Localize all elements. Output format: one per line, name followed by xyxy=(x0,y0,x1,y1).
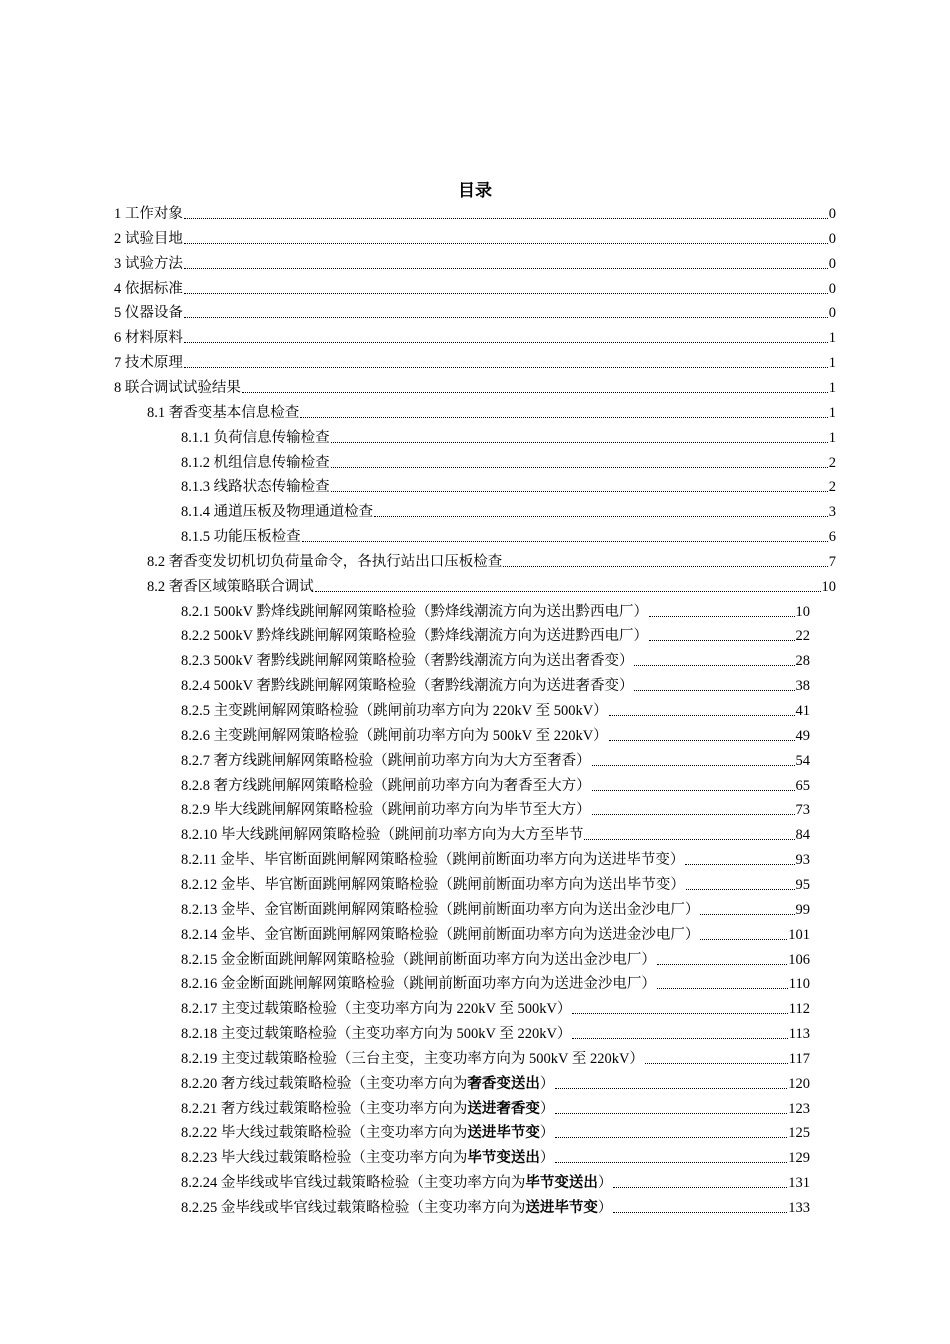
toc-page-number: 106 xyxy=(788,952,810,968)
dot-leader xyxy=(184,243,828,244)
toc-entry[interactable] xyxy=(181,847,810,869)
toc-entry[interactable] xyxy=(181,648,810,670)
toc-entry-text: 8.1.1 负荷信息传输检查 xyxy=(181,430,330,446)
toc-entry-text: 5 仪器设备 xyxy=(114,305,183,321)
dot-leader xyxy=(555,1088,787,1089)
toc-entry-text: 8.2.2 500kV 黔烽线跳闸解网策略检验（黔烽线潮流方向为送进黔西电厂） xyxy=(181,628,648,644)
dot-leader xyxy=(592,765,795,766)
toc-page-number: 84 xyxy=(795,827,810,843)
toc-entry[interactable] xyxy=(181,773,810,795)
toc-entry[interactable] xyxy=(114,300,836,322)
toc-entry[interactable] xyxy=(181,673,810,695)
dot-leader xyxy=(609,740,795,741)
toc-entry-label xyxy=(181,652,633,670)
toc-page-number: 1 xyxy=(828,405,836,421)
dot-leader xyxy=(634,690,794,691)
dot-leader xyxy=(555,1137,787,1138)
toc-entry-label xyxy=(114,329,183,347)
dot-leader xyxy=(613,1187,787,1188)
toc-page-number: 7 xyxy=(828,554,836,570)
toc-page-number: 41 xyxy=(795,703,810,719)
toc-entry[interactable] xyxy=(181,1170,810,1192)
toc-page-number: 99 xyxy=(795,902,810,918)
toc-page-number: 0 xyxy=(828,256,836,272)
toc-entry-text: 8.2.22 毕大线过载策略检验（主变功率方向为 xyxy=(181,1125,468,1141)
toc-entry-text: 8.2.7 奢方线跳闸解网策略检验（跳闸前功率方向为大方至奢香） xyxy=(181,753,591,769)
toc-page-number: 2 xyxy=(828,455,836,471)
toc-entry-text: 4 依据标准 xyxy=(114,281,183,297)
toc-entry-label xyxy=(181,876,685,894)
toc-page-number: 1 xyxy=(828,380,836,396)
dot-leader xyxy=(649,616,795,617)
toc-entry-label xyxy=(181,429,330,447)
toc-entry-text: 6 材料原料 xyxy=(114,330,183,346)
toc-entry[interactable] xyxy=(114,325,836,347)
toc-page-number: 129 xyxy=(788,1150,810,1166)
dot-leader xyxy=(331,491,828,492)
toc-entry-text: 7 技术原理 xyxy=(114,355,183,371)
toc-entry-text: 3 试验方法 xyxy=(114,256,183,272)
toc-page-number: 110 xyxy=(788,976,810,992)
dot-leader xyxy=(685,864,794,865)
dot-leader xyxy=(555,1113,787,1114)
toc-entry-text: 8.2.8 奢方线跳闸解网策略检验（跳闸前功率方向为奢香至大方） xyxy=(181,778,591,794)
toc-page-number: 113 xyxy=(788,1026,810,1042)
toc-entry-label xyxy=(181,702,608,720)
toc-entry-label xyxy=(181,752,591,770)
dot-leader xyxy=(331,442,828,443)
toc-page-number: 123 xyxy=(788,1101,810,1117)
toc-entry-text: 8.2.20 奢方线过载策略检验（主变功率方向为 xyxy=(181,1076,468,1092)
toc-entry-label xyxy=(114,304,183,322)
toc-entry[interactable] xyxy=(114,226,836,248)
dot-leader xyxy=(686,889,795,890)
toc-page-number: 38 xyxy=(795,678,810,694)
toc-entry-label xyxy=(181,677,633,695)
toc-entry[interactable] xyxy=(181,1120,810,1142)
toc-entry-label xyxy=(181,1025,571,1043)
toc-entry[interactable] xyxy=(114,276,836,298)
toc-entry-emphasis: 送进奢香变 xyxy=(467,1101,540,1117)
toc-entry[interactable] xyxy=(181,623,810,645)
toc-page-number: 0 xyxy=(828,281,836,297)
toc-entry-label xyxy=(147,553,502,571)
toc-entry-label xyxy=(181,1000,571,1018)
toc-entry-label xyxy=(181,926,699,944)
toc-page-number: 28 xyxy=(795,653,810,669)
toc-entry[interactable] xyxy=(181,698,810,720)
toc-entry[interactable] xyxy=(181,1096,810,1118)
toc-entry-text: 8.2.25 金毕线或毕官线过载策略检验（主变功率方向为 xyxy=(181,1200,526,1216)
toc-entry-text: 8.2.17 主变过载策略检验（主变功率方向为 220kV 至 500kV） xyxy=(181,1001,572,1017)
toc-entry-text: 8.2 奢香变发切机切负荷量命令，各执行站出口压板检查 xyxy=(147,554,503,570)
toc-entry[interactable] xyxy=(181,524,836,546)
dot-leader xyxy=(374,516,828,517)
toc-entry[interactable] xyxy=(181,947,810,969)
toc-entry-label xyxy=(114,379,241,397)
dot-leader xyxy=(592,790,795,791)
dot-leader xyxy=(645,1063,788,1064)
toc-page-number: 10 xyxy=(821,579,836,595)
toc-entry-text: 8.2.19 主变过载策略检验（三台主变，主变功率方向为 500kV 至 220kV） xyxy=(181,1051,644,1067)
toc-page-number: 0 xyxy=(828,206,836,222)
toc-entry[interactable] xyxy=(181,996,810,1018)
toc-entry-label xyxy=(181,851,684,869)
toc-entry-label xyxy=(147,404,299,422)
dot-leader xyxy=(331,467,828,468)
toc-entry-label xyxy=(114,280,183,298)
dot-leader xyxy=(657,964,787,965)
toc-entry-label xyxy=(114,205,183,223)
toc-entry-text: 8.2.3 500kV 奢黔线跳闸解网策略检验（奢黔线潮流方向为送出奢香变） xyxy=(181,653,634,669)
toc-entry-label xyxy=(114,230,183,248)
toc-entry-label xyxy=(181,528,301,546)
toc-entry-label xyxy=(181,901,699,919)
toc-entry-label xyxy=(181,627,648,645)
toc-entry-text: 8.2.11 金毕、毕官断面跳闸解网策略检验（跳闸前断面功率方向为送进毕节变） xyxy=(181,852,685,868)
toc-entry-tail: ） xyxy=(539,1076,555,1092)
toc-entry[interactable] xyxy=(181,748,810,770)
toc-page-number: 0 xyxy=(828,231,836,247)
toc-entry[interactable] xyxy=(181,822,810,844)
dot-leader xyxy=(184,367,828,368)
toc-entry[interactable] xyxy=(114,201,836,223)
toc-entry[interactable] xyxy=(181,723,810,745)
dot-leader xyxy=(572,1038,787,1039)
toc-entry-text: 8 联合调试试验结果 xyxy=(114,380,241,396)
toc-entry[interactable] xyxy=(114,350,836,372)
toc-entry-text: 8.2.12 金毕、毕官断面跳闸解网策略检验（跳闸前断面功率方向为送出毕节变） xyxy=(181,877,685,893)
toc-page-number: 131 xyxy=(788,1175,810,1191)
dot-leader xyxy=(613,1212,787,1213)
toc-entry-label xyxy=(181,1100,554,1118)
toc-entry-label xyxy=(181,1199,612,1217)
toc-entry[interactable] xyxy=(181,897,810,919)
toc-page-number: 125 xyxy=(788,1125,810,1141)
toc-entry-text: 8.1 奢香变基本信息检查 xyxy=(147,405,300,421)
toc-entry-label xyxy=(114,354,183,372)
toc-entry-label xyxy=(181,503,373,521)
toc-entry[interactable] xyxy=(181,1021,810,1043)
toc-entry-label xyxy=(181,1174,612,1192)
toc-entry-emphasis: 送进毕节变 xyxy=(525,1200,598,1216)
toc-page-number: 93 xyxy=(795,852,810,868)
toc-entry[interactable] xyxy=(181,1071,810,1093)
toc-entry[interactable] xyxy=(181,922,810,944)
toc-page-number: 73 xyxy=(795,802,810,818)
toc-entry-label xyxy=(181,801,591,819)
dot-leader xyxy=(184,268,828,269)
toc-entry-emphasis: 毕节变送出 xyxy=(467,1150,540,1166)
toc-entry-tail: ） xyxy=(539,1125,555,1141)
toc-entry-text: 8.2.14 金毕、金官断面跳闸解网策略检验（跳闸前断面功率方向为送进金沙电厂） xyxy=(181,927,700,943)
toc-entry[interactable] xyxy=(181,1046,810,1068)
toc-entry[interactable] xyxy=(181,1145,810,1167)
dot-leader xyxy=(572,1013,787,1014)
toc-entry[interactable] xyxy=(181,1195,810,1217)
toc-entry-tail: ） xyxy=(539,1101,555,1117)
toc-page-number: 6 xyxy=(828,529,836,545)
toc-page-number: 54 xyxy=(795,753,810,769)
toc-title: 目录 xyxy=(458,181,492,200)
toc-entry-label xyxy=(114,255,183,273)
dot-leader xyxy=(302,541,828,542)
dot-leader xyxy=(555,1162,787,1163)
toc-entry-label xyxy=(181,826,583,844)
toc-entry-text: 8.2.15 金金断面跳闸解网策略检验（跳闸前断面功率方向为送出金沙电厂） xyxy=(181,952,656,968)
toc-entry-label xyxy=(181,454,330,472)
toc-entry-label xyxy=(181,727,608,745)
toc-entry[interactable] xyxy=(181,425,836,447)
dot-leader xyxy=(584,839,794,840)
toc-entry-tail: ） xyxy=(539,1150,555,1166)
toc-page-number: 49 xyxy=(795,728,810,744)
toc-entry[interactable] xyxy=(181,797,810,819)
toc-entry-label xyxy=(181,1050,644,1068)
dot-leader xyxy=(700,939,787,940)
toc-entry[interactable] xyxy=(181,499,836,521)
toc-page-number: 95 xyxy=(795,877,810,893)
dot-leader xyxy=(592,814,795,815)
toc-entry[interactable] xyxy=(147,400,836,422)
dot-leader xyxy=(242,392,828,393)
toc-entry-text: 8.1.3 线路状态传输检查 xyxy=(181,479,330,495)
toc-page-number: 112 xyxy=(788,1001,810,1017)
toc-entry-text: 8.2.21 奢方线过载策略检验（主变功率方向为 xyxy=(181,1101,468,1117)
toc-entry-emphasis: 奢香变送出 xyxy=(467,1076,540,1092)
dot-leader xyxy=(184,317,828,318)
toc-entry[interactable] xyxy=(114,375,836,397)
dot-leader xyxy=(503,566,828,567)
dot-leader xyxy=(700,914,794,915)
toc-entry-text: 8.1.2 机组信息传输检查 xyxy=(181,455,330,471)
dot-leader xyxy=(184,342,828,343)
toc-entry-text: 8.2.6 主变跳闸解网策略检验（跳闸前功率方向为 500kV 至 220kV） xyxy=(181,728,608,744)
toc-page-number: 65 xyxy=(795,778,810,794)
toc-page-number: 2 xyxy=(828,479,836,495)
toc-entry-label xyxy=(181,777,591,795)
toc-entry-tail: ） xyxy=(597,1200,613,1216)
toc-entry-tail: ） xyxy=(597,1175,613,1191)
dot-leader xyxy=(315,591,821,592)
dot-leader xyxy=(300,417,828,418)
toc-page-number: 101 xyxy=(788,927,810,943)
toc-page-number: 22 xyxy=(795,628,810,644)
dot-leader xyxy=(184,293,828,294)
toc-page-number: 0 xyxy=(828,305,836,321)
toc-entry[interactable] xyxy=(181,872,810,894)
toc-entry-text: 8.2.23 毕大线过载策略检验（主变功率方向为 xyxy=(181,1150,468,1166)
toc-entry[interactable] xyxy=(147,574,836,596)
toc-entry-text: 8.2.18 主变过载策略检验（主变功率方向为 500kV 至 220kV） xyxy=(181,1026,572,1042)
toc-entry-text: 8.2.13 金毕、金官断面跳闸解网策略检验（跳闸前断面功率方向为送出金沙电厂） xyxy=(181,902,700,918)
toc-entry-text: 8.2.9 毕大线跳闸解网策略检验（跳闸前功率方向为毕节至大方） xyxy=(181,802,591,818)
toc-entry-text: 8.2 奢香区域策略联合调试 xyxy=(147,579,314,595)
dot-leader xyxy=(657,988,788,989)
toc-page-number: 117 xyxy=(788,1051,810,1067)
toc-entry-label xyxy=(181,478,330,496)
toc-entry-emphasis: 毕节变送出 xyxy=(525,1175,598,1191)
toc-entry-text: 8.2.5 主变跳闸解网策略检验（跳闸前功率方向为 220kV 至 500kV） xyxy=(181,703,608,719)
toc-entry[interactable] xyxy=(114,251,836,273)
toc-page-number: 133 xyxy=(788,1200,810,1216)
toc-page-number: 3 xyxy=(828,504,836,520)
dot-leader xyxy=(609,715,795,716)
toc-entry-emphasis: 送进毕节变 xyxy=(467,1125,540,1141)
toc-entry[interactable] xyxy=(181,474,836,496)
dot-leader xyxy=(649,640,795,641)
toc-entry-label xyxy=(147,578,314,596)
toc-entry-text: 8.1.5 功能压板检查 xyxy=(181,529,301,545)
toc-page-number: 1 xyxy=(828,430,836,446)
toc-entry[interactable] xyxy=(181,971,810,993)
toc-entry-label xyxy=(181,951,656,969)
toc-entry-text: 1 工作对象 xyxy=(114,206,183,222)
toc-page-number: 1 xyxy=(828,330,836,346)
toc-entry-text: 8.2.16 金金断面跳闸解网策略检验（跳闸前断面功率方向为送进金沙电厂） xyxy=(181,976,656,992)
toc-page-number: 10 xyxy=(795,604,810,620)
toc-entry[interactable] xyxy=(147,549,836,571)
toc-entry-label xyxy=(181,1149,554,1167)
toc-entry-text: 8.2.10 毕大线跳闸解网策略检验（跳闸前功率方向为大方至毕节 xyxy=(181,827,584,843)
toc-entry[interactable] xyxy=(181,450,836,472)
toc-page-number: 1 xyxy=(828,355,836,371)
toc-entry-label xyxy=(181,975,656,993)
toc-entry-text: 2 试验目地 xyxy=(114,231,183,247)
toc-page-number: 120 xyxy=(788,1076,810,1092)
dot-leader xyxy=(634,665,794,666)
toc-entry-text: 8.1.4 通道压板及物理通道检查 xyxy=(181,504,374,520)
toc-entry-label xyxy=(181,603,648,621)
toc-entry-text: 8.2.1 500kV 黔烽线跳闸解网策略检验（黔烽线潮流方向为送出黔西电厂） xyxy=(181,604,648,620)
toc-entry-label xyxy=(181,1124,554,1142)
toc-entry-text: 8.2.4 500kV 奢黔线跳闸解网策略检验（奢黔线潮流方向为送进奢香变） xyxy=(181,678,634,694)
toc-entry-text: 8.2.24 金毕线或毕官线过载策略检验（主变功率方向为 xyxy=(181,1175,526,1191)
toc-entry[interactable] xyxy=(181,599,810,621)
toc-entry-label xyxy=(181,1075,554,1093)
dot-leader xyxy=(184,218,828,219)
